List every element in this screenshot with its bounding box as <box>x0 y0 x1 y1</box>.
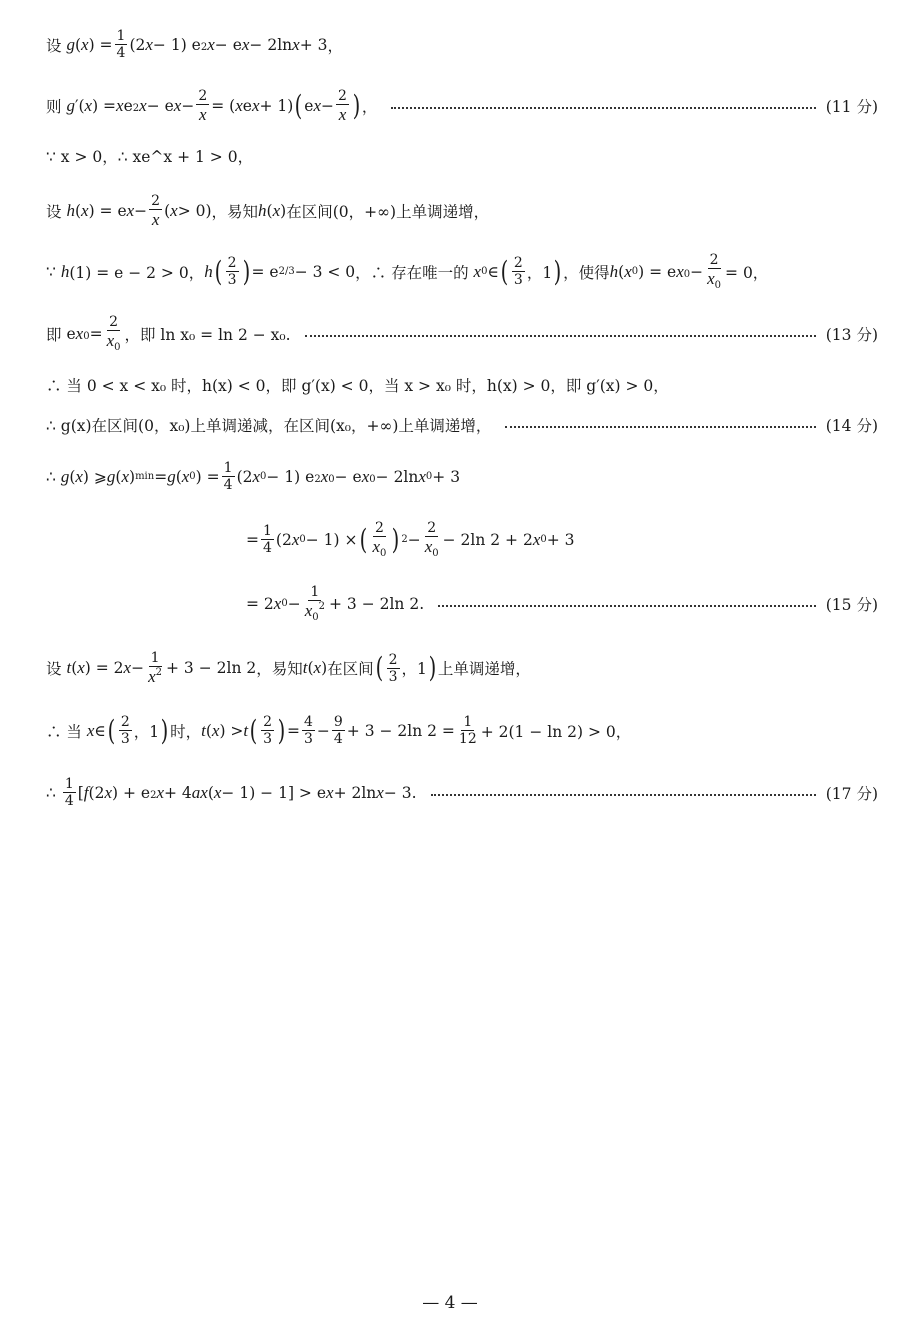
score-label: (13 分) <box>825 325 878 344</box>
math-g-derivative: g ′( x ) = x e 2x − e x − $\frac{2}{x}$ = ( x e x + 1) ( e x − $\frac{2}{x}$ ) ， <box>66 88 378 125</box>
math-g-def: g ( x ) = $\frac{1}{4}$ (2 x − 1) e 2x − e x − 2ln x + 3 <box>66 28 328 62</box>
leader-dots <box>391 107 815 109</box>
line-7: ∴ 当 0 < x < x₀ 时，h(x) < 0，即 g′(x) < 0，当 x > x₀ 时，h(x) > 0，即 g′(x) > 0， <box>46 377 669 395</box>
score-label: (15 分) <box>825 595 878 614</box>
score-label: (17 分) <box>825 784 878 803</box>
page-number: — 4 — <box>422 1293 478 1313</box>
math-conclusion: $\frac{1}{4}$ [ f (2 x ) + e 2x + 4 ax ( x − 1) − 1] > e x + 2ln x − 3. <box>64 776 417 810</box>
leader-dots <box>305 335 816 337</box>
line-12: 设 t ( x ) = 2 x − $\frac{1}{x^2}$ + 3 − 2ln 2 ，易知 t ( x ) 在区间 ( $\frac{2}{3}$ ，1 ) 上单调递增， <box>46 650 531 687</box>
score-label: (11 分) <box>825 98 878 117</box>
line-3: ∵ x > 0，∴ xe^x + 1 > 0， <box>46 148 254 166</box>
math-t-value: t ( x ) > t ( $\frac{2}{3}$ ) = $\frac{4}{3}$ − $\frac{9}{4}$ + 3 − 2ln 2 = $\frac{1}{12}$ + 2(1 − ln 2) > 0， <box>201 713 632 748</box>
line-9: ∴ g ( x ) ⩾ g ( x ) min = g ( x 0 ) = $\frac{1}{4}$ (2 x 0 − 1) e 2x0 − e x0 − 2ln x 0 + 3 <box>46 460 461 494</box>
line-6: 即 e x0 = $\frac{2}{x_0}$ ，即 ln x₀ = ln 2 − x₀. (13 分) <box>46 314 878 354</box>
line-13: ∴ 当 x ∈ ( $\frac{2}{3}$ ，1 ) 时， t ( x ) > t ( $\frac{2}{3}$ ) = $\frac{4}{3}$ − $\frac{9}{4}$ + 3 − 2ln 2 = $\frac{1}{12}$ + 2(1 − ln 2) > 0， <box>46 713 632 748</box>
leader-dots <box>505 426 815 428</box>
math-g-min: g ( x ) ⩾ g ( x ) min = g ( x 0 ) = $\frac{1}{4}$ (2 x 0 − 1) e 2x0 − e x0 − 2ln x 0 + 3 <box>60 460 461 494</box>
line-2: 则 g ′( x ) = x e 2x − e x − $\frac{2}{x}$ = ( x e x + 1) ( e x − $\frac{2}{x}$ ) ， (11 分) <box>46 88 878 125</box>
math-h-values: h (1) = e − 2 > 0， h ( $\frac{2}{3}$ ) = e 2/3 − 3 < 0 <box>60 254 356 289</box>
line-10 <box>246 520 878 560</box>
line-8: ∴ g(x)在区间(0，x₀)上单调递减，在区间(x₀，+∞)上单调递增， (14 分) <box>46 414 878 436</box>
score-label: (14 分) <box>825 417 878 435</box>
leader-dots <box>431 794 816 796</box>
line-4: 设 h ( x ) = e x − $\frac{2}{x}$ ( x > 0) ，易知 h ( x ) 在区间(0，+∞)上单调递增， <box>46 193 490 230</box>
line-14: ∴ $\frac{1}{4}$ [ f (2 x ) + e 2x + 4 ax ( x − 1) − 1] > e x + 2ln x − 3. (17 分) <box>46 776 878 810</box>
line-5: ∵ h (1) = e − 2 > 0， h ( $\frac{2}{3}$ ) = e 2/3 − 3 < 0 ，∴ 存在唯一的 x 0 ∈ ( $\frac{2}{3}$ ，1 ) ，使得 h ( x 0 ) = e x0 − $\frac{2}{x_0}$ = 0， <box>46 252 769 292</box>
math-step-3: = 2 x 0 − $\frac{1}{x_0^2}$ + 3 − 2ln 2. <box>246 584 425 624</box>
leader-dots <box>438 605 816 607</box>
math-h-def: h ( x ) = e x − $\frac{2}{x}$ ( x > 0) <box>66 193 212 230</box>
math-step-2: = $\frac{1}{4}$ (2 x 0 − 1) × ( $\frac{2}{x_0}$ ) 2 − $\frac{2}{x_0}$ − 2ln 2 + 2 x 0 + 3 <box>246 520 575 560</box>
line-1: 设 g ( x ) = $\frac{1}{4}$ (2 x − 1) e 2x − e x − 2ln x + 3 ， <box>46 28 343 62</box>
math-t-def: t ( x ) = 2 x − $\frac{1}{x^2}$ + 3 − 2ln 2 <box>66 650 257 687</box>
line-11 <box>246 584 878 624</box>
